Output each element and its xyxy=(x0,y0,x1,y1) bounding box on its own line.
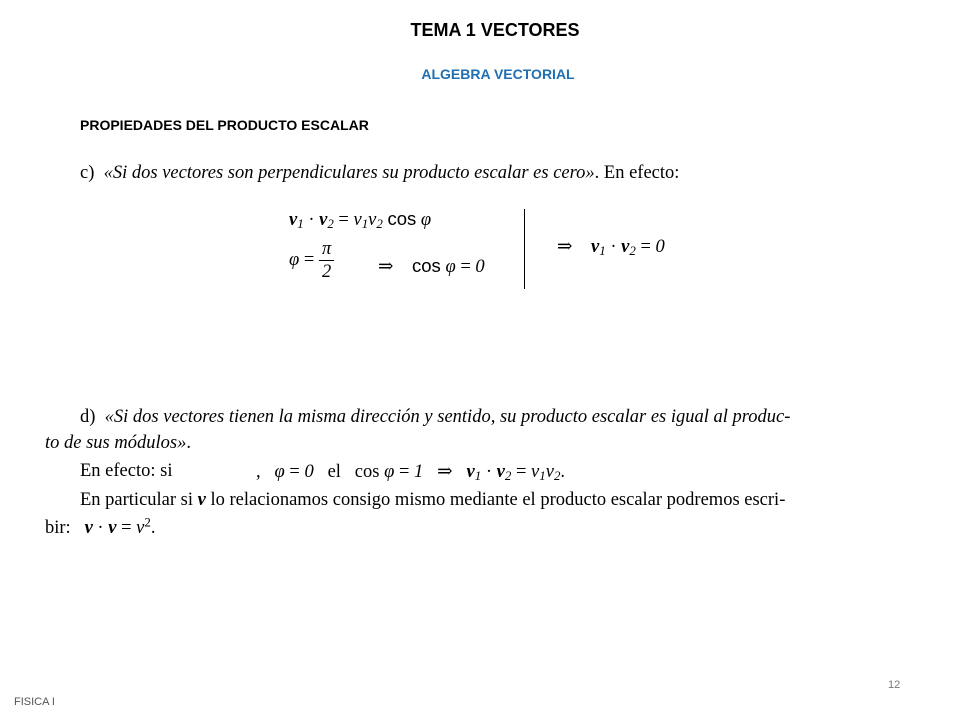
item-c-label: c) xyxy=(80,163,95,183)
one-value: 1 xyxy=(414,462,424,482)
item-d-statement-line2: to de sus módulos». xyxy=(45,433,191,453)
section-heading: PROPIEDADES DEL PRODUCTO ESCALAR xyxy=(80,117,369,133)
zero-value: 0 xyxy=(304,462,314,482)
item-d-particular-line1: En particular si v lo relacionamos consigo mismo mediante el producto escalar podremos escri- xyxy=(80,490,786,510)
item-d-quote-part1: «Si dos vectores tienen la misma dirección y sentido, su producto escalar es igual al produc- xyxy=(104,407,791,427)
item-d-effect-prefix: En efecto: si xyxy=(80,461,173,481)
item-c-statement xyxy=(80,163,679,184)
slide-subtitle: ALGEBRA VECTORIAL xyxy=(421,66,575,82)
slide-title: TEMA 1 VECTORES xyxy=(410,20,580,40)
equation-phi: φ = $\frac{\pi}{2}$ xyxy=(289,238,334,283)
implies-icon: ⇒ xyxy=(378,257,394,277)
divider-line xyxy=(524,209,525,289)
item-d-label: d) xyxy=(80,407,96,427)
equation-result-zero: ⇒ $v_1 \cdot v_2 = 0$ xyxy=(557,237,665,259)
implies-icon: ⇒ xyxy=(437,462,453,482)
equation-dot-product: $v_1 \cdot v_2 = v_1v_2$ cos φ xyxy=(289,208,432,232)
implies-icon: ⇒ xyxy=(557,237,573,257)
pi-over-two-fraction xyxy=(319,238,334,283)
item-d-quote-part2: to de sus módulos» xyxy=(45,433,187,453)
zero-value: 0 xyxy=(475,257,485,277)
exponent: 2 xyxy=(144,514,151,530)
zero-value: 0 xyxy=(655,237,665,257)
footer-course: FISICA I xyxy=(14,696,55,708)
item-d-statement-line1 xyxy=(80,407,790,428)
cos-word: cos xyxy=(354,462,380,482)
item-c-suffix: . En efecto: xyxy=(594,163,680,183)
item-d-particular-line2: bir: $v \cdot v = v^2$. xyxy=(45,514,156,538)
fraction-numerator: π xyxy=(319,238,334,261)
page-number: 12 xyxy=(888,679,901,691)
cos-word: cos xyxy=(387,208,417,229)
equation-cos-zero: ⇒ cos φ = 0 xyxy=(378,255,485,277)
el-word: el xyxy=(327,462,341,482)
item-c-quote: «Si dos vectores son perpendiculares su producto escalar es cero» xyxy=(103,163,595,183)
cos-word: cos xyxy=(412,255,441,276)
item-d-effect-equation: , φ = 0 el cos φ = 1 ⇒ $v_1 \cdot v_2 = v_1v_2$. xyxy=(256,462,566,484)
fraction-denominator: 2 xyxy=(321,262,332,283)
